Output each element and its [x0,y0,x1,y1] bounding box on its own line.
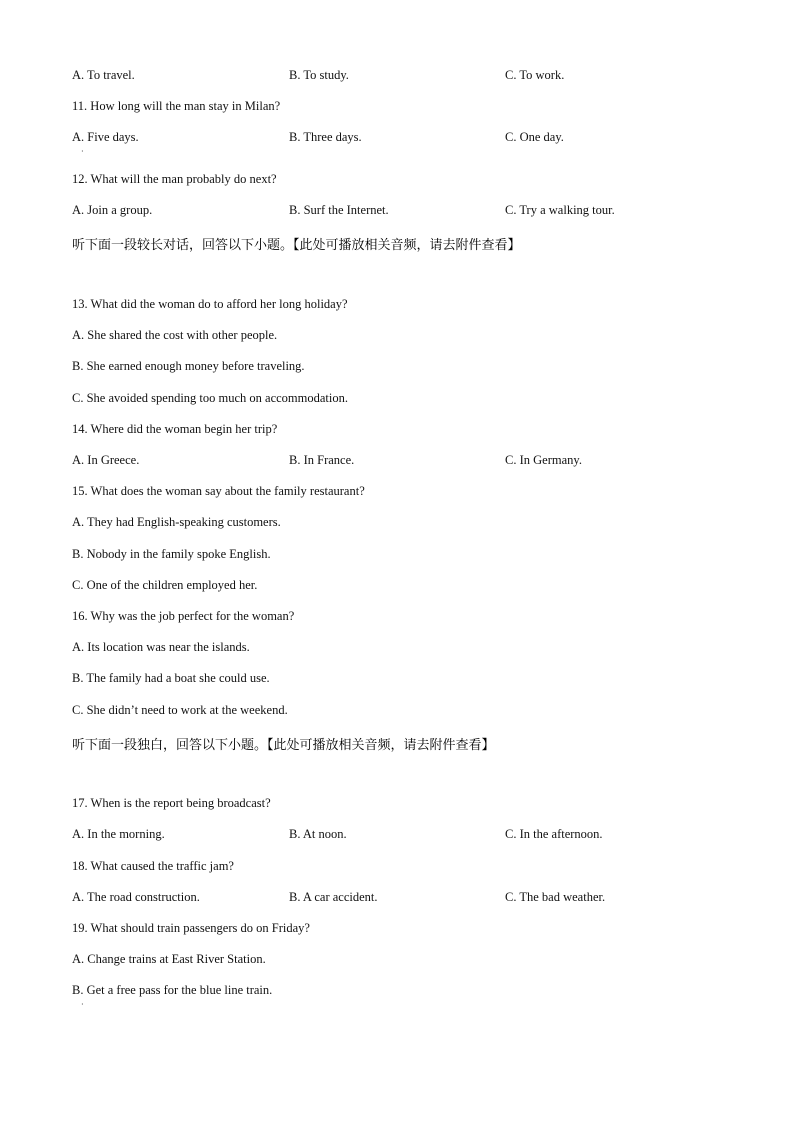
q10-option-a: A. To travel. [72,68,135,82]
section-instruction-monologue: 听下面一段独白，回答以下小题。【此处可播放相关音频，请去附件查看】 [72,738,495,753]
q14-option-b: B. In France. [289,453,355,467]
q15-option-c: C. One of the children employed her. [72,578,258,592]
question-18: 18. What caused the traffic jam? [72,859,234,873]
q19-option-a: A. Change trains at East River Station. [72,952,266,966]
q10-option-c: C. To work. [505,68,565,82]
q13-option-a: A. She shared the cost with other people. [72,328,278,342]
mark-dot: · [81,147,84,156]
q16-option-c: C. She didn’t need to work at the weekend. [72,703,288,717]
q11-option-a: A. Five days. [72,130,139,144]
q16-option-b: B. The family had a boat she could use. [72,671,270,685]
q15-option-a: A. They had English-speaking customers. [72,515,281,529]
question-15: 15. What does the woman say about the family restaurant? [72,484,365,498]
q17-option-c: C. In the afternoon. [505,827,603,841]
mark-dot: · [81,1000,84,1009]
q19-option-b: B. Get a free pass for the blue line train. [72,983,273,997]
q12-option-c: C. Try a walking tour. [505,203,615,217]
q12-option-b: B. Surf the Internet. [289,203,389,217]
q10-option-b: B. To study. [289,68,349,82]
question-17: 17. When is the report being broadcast? [72,796,271,810]
q17-option-a: A. In the morning. [72,827,165,841]
q13-option-c: C. She avoided spending too much on accommodation. [72,391,348,405]
q14-option-a: A. In Greece. [72,453,140,467]
question-13: 13. What did the woman do to afford her long holiday? [72,297,348,311]
q11-option-b: B. Three days. [289,130,362,144]
question-19: 19. What should train passengers do on Friday? [72,921,310,935]
section-instruction-dialogue: 听下面一段较长对话，回答以下小题。【此处可播放相关音频，请去附件查看】 [72,238,521,253]
q13-option-b: B. She earned enough money before traveling. [72,359,305,373]
q11-option-c: C. One day. [505,130,564,144]
q18-option-a: A. The road construction. [72,890,200,904]
q14-option-c: C. In Germany. [505,453,582,467]
q17-option-b: B. At noon. [289,827,347,841]
question-16: 16. Why was the job perfect for the woman? [72,609,295,623]
q15-option-b: B. Nobody in the family spoke English. [72,547,271,561]
q16-option-a: A. Its location was near the islands. [72,640,250,654]
q18-option-c: C. The bad weather. [505,890,606,904]
question-14: 14. Where did the woman begin her trip? [72,422,278,436]
q18-option-b: B. A car accident. [289,890,378,904]
question-12: 12. What will the man probably do next? [72,172,277,186]
question-11: 11. How long will the man stay in Milan? [72,99,281,113]
q12-option-a: A. Join a group. [72,203,153,217]
